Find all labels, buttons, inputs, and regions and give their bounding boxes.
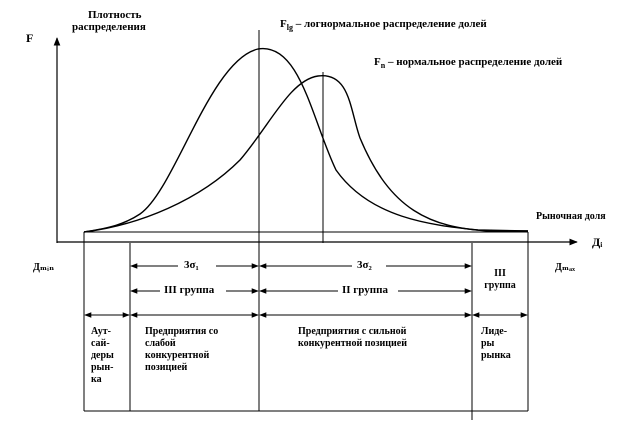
normal-label-subscript: n [380, 61, 386, 71]
normal-label [374, 56, 562, 72]
weak-line1: Предприятия со [145, 326, 219, 337]
group-middle-label: II группа [342, 284, 388, 296]
x-axis-title: Рыночная доля [536, 211, 606, 222]
strong-cell [298, 326, 468, 350]
outsiders-cell [91, 326, 129, 386]
group-right-label-line1: III [494, 268, 506, 279]
normal-label-text: – нормальное распределение долей [387, 56, 563, 68]
weak-line3: конкурентной [145, 350, 210, 361]
lognormal-label-text: – логнормальное распределение долей [295, 18, 487, 30]
outsiders-line5: ка [91, 374, 102, 385]
outsiders-line3: деры [91, 350, 114, 361]
x-max-label: Дₘₐₓ [555, 262, 575, 273]
lognormal-label-subscript: lg [286, 23, 293, 33]
outsiders-line2: сай- [91, 338, 110, 349]
lognormal-label-symbol: F [280, 18, 287, 30]
outsiders-line1: Аут- [91, 326, 111, 337]
normal-label-symbol: F [374, 56, 381, 68]
leaders-line1: Лиде- [481, 326, 508, 337]
normal-curve [84, 76, 528, 232]
strong-line2: конкурентной позицией [298, 338, 407, 349]
x-axis-symbol: Дᵢ [592, 235, 603, 249]
outsiders-line4: рын- [91, 362, 114, 373]
x-min-label: Дₘᵢₙ [33, 262, 55, 273]
strong-line1: Предприятия с сильной [298, 326, 407, 337]
group-right-label [474, 268, 526, 292]
leaders-cell [481, 326, 525, 362]
span-3sigma2-label: 3σ₂ [357, 259, 372, 271]
leaders-line2: ры [481, 338, 495, 349]
y-axis-title-line2: распределения [72, 21, 146, 33]
lognormal-label [280, 18, 487, 34]
y-axis-title-line1: Плотность [88, 9, 142, 21]
group-left-label: III группа [164, 284, 215, 296]
y-axis-symbol: F [26, 31, 34, 45]
weak-line2: слабой [145, 338, 176, 349]
lognormal-curve [84, 49, 528, 232]
span-3sigma1-label: 3σ₁ [184, 259, 199, 271]
weak-cell [145, 326, 257, 374]
leaders-line3: рынка [481, 350, 511, 361]
weak-line4: позицией [145, 362, 188, 373]
group-right-label-line2: группа [484, 280, 516, 291]
